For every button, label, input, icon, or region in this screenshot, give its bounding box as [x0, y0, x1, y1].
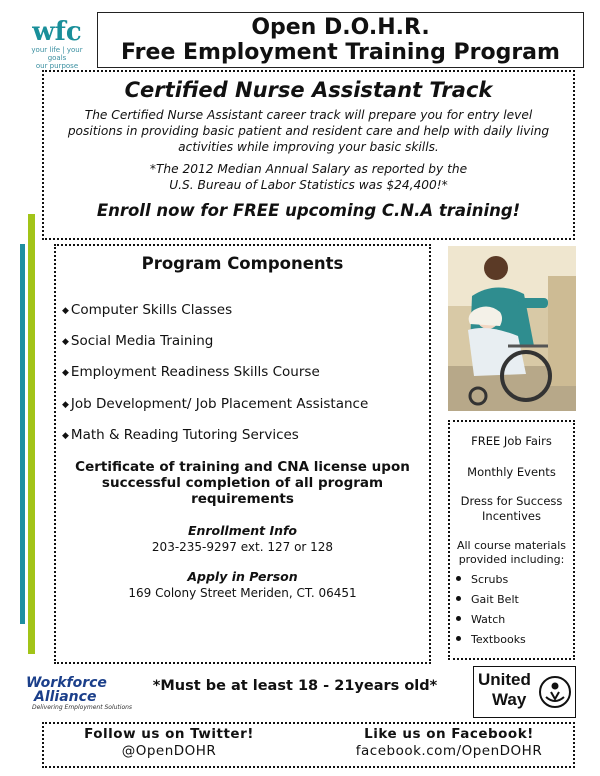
workforce-tagline: Delivering Employment Solutions — [32, 704, 133, 711]
materials-line-1: All course materials — [456, 539, 567, 552]
title-box — [97, 12, 584, 68]
bullet-icon — [456, 616, 461, 621]
facebook-block — [334, 726, 564, 760]
diamond-bullet-icon: ◆ — [62, 400, 69, 410]
wfc-tagline-2: our purpose — [35, 62, 79, 70]
twitter-label: Follow us on Twitter! — [84, 726, 254, 742]
workforce-name-2: Alliance — [34, 689, 97, 705]
united-way-line-2: Way — [492, 690, 527, 709]
apply-in-person-label: Apply in Person — [187, 569, 298, 584]
certificate-line-2: successful completion of all program — [101, 475, 384, 491]
bullet-icon — [456, 636, 461, 641]
teal-accent-bar — [20, 244, 25, 624]
component-item — [62, 302, 232, 318]
component-label: Computer Skills Classes — [70, 302, 233, 318]
nurse-patient-photo — [448, 246, 576, 411]
united-way-line-1: United — [478, 670, 531, 689]
twitter-handle-link[interactable]: @OpenDOHR — [121, 743, 217, 759]
component-label: Employment Readiness Skills Course — [70, 364, 320, 380]
united-way-hand-icon — [538, 675, 572, 709]
diamond-bullet-icon: ◆ — [62, 431, 69, 441]
dress-line-1: Dress for Success — [460, 494, 563, 508]
monthly-events-text: Monthly Events — [467, 465, 556, 479]
job-fairs-text: FREE Job Fairs — [471, 434, 552, 448]
component-label: Job Development/ Job Placement Assistance — [70, 396, 369, 412]
green-accent-bar — [28, 214, 35, 654]
page-subtitle: Free Employment Training Program — [121, 40, 560, 65]
program-components-box — [54, 244, 431, 664]
social-footer — [42, 722, 575, 768]
wfc-logo-mark: wfc — [32, 17, 82, 47]
material-item — [456, 573, 508, 586]
track-title: Certified Nurse Assistant Track — [124, 78, 493, 102]
diamond-bullet-icon: ◆ — [62, 306, 69, 316]
salary-line-2: U.S. Bureau of Labor Statistics was $24,400!* — [169, 178, 448, 192]
track-box — [42, 70, 575, 240]
certificate-line-1: Certificate of training and CNA license upon — [75, 459, 410, 475]
material-item — [456, 633, 526, 646]
benefits-box — [448, 420, 575, 660]
components-title: Program Components — [141, 254, 344, 273]
wfc-logo — [22, 12, 92, 72]
materials-line-2: provided including: — [458, 553, 565, 566]
salary-note — [44, 161, 573, 193]
enrollment-info-label: Enrollment Info — [187, 523, 298, 538]
enrollment-phone: 203-235-9297 ext. 127 or 128 — [151, 540, 334, 554]
diamond-bullet-icon: ◆ — [62, 337, 69, 347]
material-label: Textbooks — [471, 633, 526, 646]
material-label: Scrubs — [471, 573, 509, 586]
enroll-callout: Enroll now for FREE upcoming C.N.A training! — [96, 201, 521, 220]
age-requirement: *Must be at least 18 - 21years old* — [152, 678, 438, 694]
apply-address: 169 Colony Street Meriden, CT. 06451 — [128, 586, 357, 600]
bullet-icon — [456, 596, 461, 601]
workforce-alliance-logo — [26, 676, 136, 712]
material-label: Watch — [471, 613, 506, 626]
diamond-bullet-icon: ◆ — [62, 368, 69, 378]
track-description: The Certified Nurse Assistant career track will prepare you for entry level positions in providing basic patient and resident care and help with daily living activities while improving your basic skills. — [67, 108, 550, 154]
twitter-block — [64, 726, 274, 760]
page-title: Open D.O.H.R. — [251, 15, 430, 40]
united-way-logo — [473, 666, 576, 718]
facebook-label: Like us on Facebook! — [364, 726, 534, 742]
photo-illustration — [448, 246, 576, 411]
dress-line-2: Incentives — [482, 509, 541, 523]
component-label: Math & Reading Tutoring Services — [70, 427, 299, 443]
component-item — [62, 364, 320, 380]
material-label: Gait Belt — [471, 593, 519, 606]
certificate-line-3: requirements — [191, 491, 294, 507]
component-item — [62, 333, 213, 349]
facebook-url-link[interactable]: facebook.com/OpenDOHR — [355, 743, 543, 759]
certificate-note — [56, 459, 429, 507]
workforce-name-1: Workforce — [26, 675, 107, 691]
component-label: Social Media Training — [70, 333, 214, 349]
material-item — [456, 613, 505, 626]
material-item — [456, 593, 519, 606]
wfc-tagline-1: your life | your goals — [31, 46, 83, 62]
salary-line-1: *The 2012 Median Annual Salary as reported by the — [149, 162, 468, 176]
bullet-icon — [456, 576, 461, 581]
component-item — [62, 427, 299, 443]
component-item — [62, 396, 368, 412]
